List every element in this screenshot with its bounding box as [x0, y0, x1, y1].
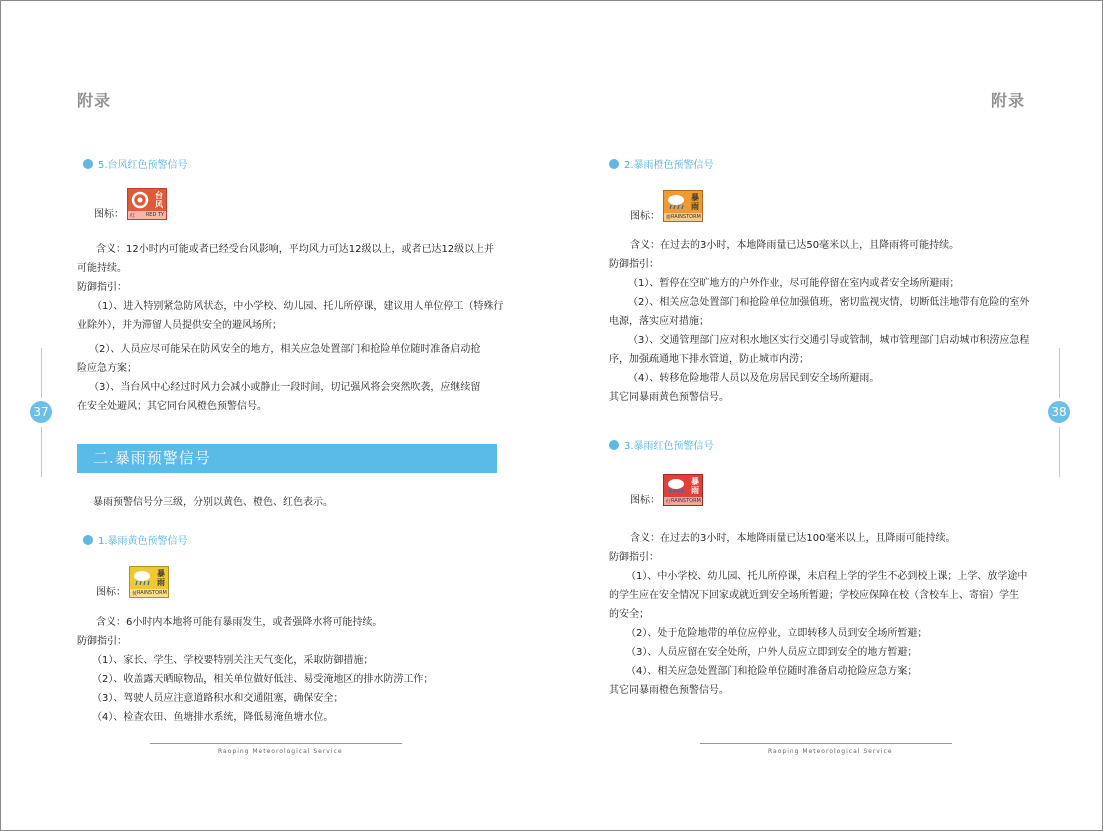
left-margin-line-top — [41, 348, 42, 398]
left-margin-line-bottom — [41, 427, 42, 477]
typhoon-red-guide-title: 防御指引： — [77, 282, 127, 293]
left-page-number: 37 — [30, 401, 52, 423]
rainstorm-yellow-meaning: 含义：6小时内本地将可能有暴雨发生，或者强降水将可能持续。 — [96, 617, 383, 628]
rainstorm-red-signal-icon: 暴 雨 红 RAINSTORM — [663, 474, 703, 506]
rainstorm-red-item: （3）、人员应留在安全处所，户外人员应立即到安全的地方暂避； — [626, 647, 918, 658]
rainstorm-orange-item: （2）、相关应急处置部门和抢险单位加强值班，密切监视灾情，切断低洼地带有危险的室外 — [628, 297, 1030, 308]
typhoon-red-item: （1）、进入特别紧急防风状态，中小学校、幼儿园、托儿所停课，建议用人单位停工（特殊行 — [92, 301, 504, 312]
typhoon-red-item: （3）、当台风中心经过时风力会减小或静止一段时间，切记强风将会突然吹袭，应继续留 — [89, 382, 481, 393]
typhoon-red-item: 业除外），并为滞留人员提供安全的避风场所； — [77, 320, 282, 331]
left-footer-rule — [150, 743, 402, 744]
rainstorm-yellow-icon-row: 图标： 暴 雨 黄 RAINSTORM — [96, 566, 169, 598]
rainstorm-orange-item: （3）、交通管理部门应对积水地区实行交通引导或管制，城市管理部门启动城市积涝应急程 — [628, 335, 1030, 346]
rainstorm-orange-item: 电源，落实应对措施； — [609, 316, 709, 327]
typhoon-red-meaning-line1: 含义：12小时内可能或者已经受台风影响，平均风力可达12级以上，或者已达12级以上并 — [96, 244, 495, 255]
typhoon-swirl-icon — [128, 189, 152, 211]
rainstorm-red-icon-row: 图标： 暴 雨 红 RAINSTORM — [630, 474, 703, 506]
rainstorm-orange-item: （4）、转移危险地带人员以及危房居民到安全场所避雨。 — [628, 373, 880, 384]
right-footer-rule — [700, 743, 952, 744]
right-margin-line-top — [1059, 348, 1060, 398]
rainstorm-orange-icon-row: 图标： 暴 雨 橙 RAINSTORM — [630, 190, 703, 222]
rainstorm-yellow-item: （2）、收盖露天晒晾物品，相关单位做好低洼、易受淹地区的排水防涝工作； — [92, 674, 434, 685]
typhoon-red-icon-row: 图标： 台 风 红 RED TY — [94, 188, 167, 220]
rainstorm-red-closing: 其它同暴雨橙色预警信号。 — [609, 685, 729, 696]
rainstorm-orange-guide-title: 防御指引： — [609, 259, 659, 270]
typhoon-red-item: 在安全处避风；其它同台风橙色预警信号。 — [77, 401, 267, 412]
typhoon-red-signal-icon: 台 风 红 RED TY — [127, 188, 167, 220]
rainstorm-red-guide-title: 防御指引： — [609, 552, 659, 563]
rainstorm-red-item: （2）、处于危险地带的单位应停业，立即转移人员到安全场所暂避； — [626, 628, 928, 639]
rain-cloud-icon — [130, 567, 154, 589]
rainstorm-red-item: 的学生应在安全情况下回家或就近到安全场所暂避；学校应保障在校（含校车上、寄宿）学生 — [609, 590, 1019, 601]
section-rainstorm-red-title: 3.暴雨红色预警信号 — [609, 437, 714, 452]
rainstorm-yellow-item: （1）、家长、学生、学校要特别关注天气变化，采取防御措施； — [92, 655, 374, 666]
right-footer: Raoping Meteorological Service — [768, 748, 893, 755]
rainstorm-yellow-signal-icon: 暴 雨 黄 RAINSTORM — [129, 566, 169, 598]
right-page — [551, 0, 1103, 831]
bullet-dot-icon — [83, 535, 93, 545]
rainstorm-red-item: （1）、中小学校、幼儿园、托儿所停课，未启程上学的学生不必到校上课；上学、放学途中 — [626, 571, 1028, 582]
rainstorm-orange-signal-icon: 暴 雨 橙 RAINSTORM — [663, 190, 703, 222]
bullet-dot-icon — [609, 159, 619, 169]
typhoon-red-meaning-line2: 可能持续。 — [77, 263, 127, 274]
typhoon-red-item: （2）、人员应尽可能呆在防风安全的地方，相关应急处置部门和抢险单位随时准备启动抢 — [89, 344, 481, 355]
rainstorm-red-meaning: 含义：在过去的3小时，本地降雨量已达100毫米以上，且降雨可能持续。 — [630, 533, 956, 544]
typhoon-red-item: 险应急方案； — [77, 363, 137, 374]
rainstorm-yellow-guide-title: 防御指引： — [77, 636, 127, 647]
section-rainstorm-yellow-title: 1.暴雨黄色预警信号 — [83, 532, 188, 547]
bullet-dot-icon — [83, 159, 93, 169]
rainstorm-orange-item: 序，加强疏通地下排水管道，防止城市内涝； — [609, 354, 809, 365]
rainstorm-red-item: （4）、相关应急处置部门和抢险单位随时准备启动抢险应急方案； — [626, 666, 918, 677]
rainstorm-orange-item: （1）、暂停在空旷地方的户外作业，尽可能停留在室内或者安全场所避雨； — [628, 278, 960, 289]
bullet-dot-icon — [609, 440, 619, 450]
rain-cloud-icon — [664, 191, 688, 213]
left-page — [0, 0, 551, 831]
section-rainstorm-orange-title: 2.暴雨橙色预警信号 — [609, 156, 714, 171]
left-footer: Raoping Meteorological Service — [218, 748, 343, 755]
rainstorm-orange-closing: 其它同暴雨黄色预警信号。 — [609, 392, 729, 403]
rainstorm-red-item: 的安全； — [609, 609, 649, 620]
rainstorm-intro: 暴雨预警信号分三级，分别以黄色、橙色、红色表示。 — [93, 497, 333, 508]
rainstorm-orange-meaning: 含义：在过去的3小时，本地降雨量已达50毫米以上，且降雨将可能持续。 — [630, 240, 960, 251]
rainstorm-yellow-item: （3）、驾驶人员应注意道路积水和交通阻塞，确保安全； — [92, 693, 344, 704]
right-header: 附录 — [991, 91, 1026, 110]
right-page-number: 38 — [1048, 401, 1070, 423]
left-header: 附录 — [77, 91, 112, 110]
section-typhoon-red-title: 5.台风红色预警信号 — [83, 156, 188, 171]
rainstorm-section-banner: 二.暴雨预警信号 — [77, 444, 497, 473]
rainstorm-yellow-item: （4）、检查农田、鱼塘排水系统，降低易淹鱼塘水位。 — [92, 712, 334, 723]
right-margin-line-bottom — [1059, 427, 1060, 477]
rain-cloud-icon — [664, 475, 688, 497]
